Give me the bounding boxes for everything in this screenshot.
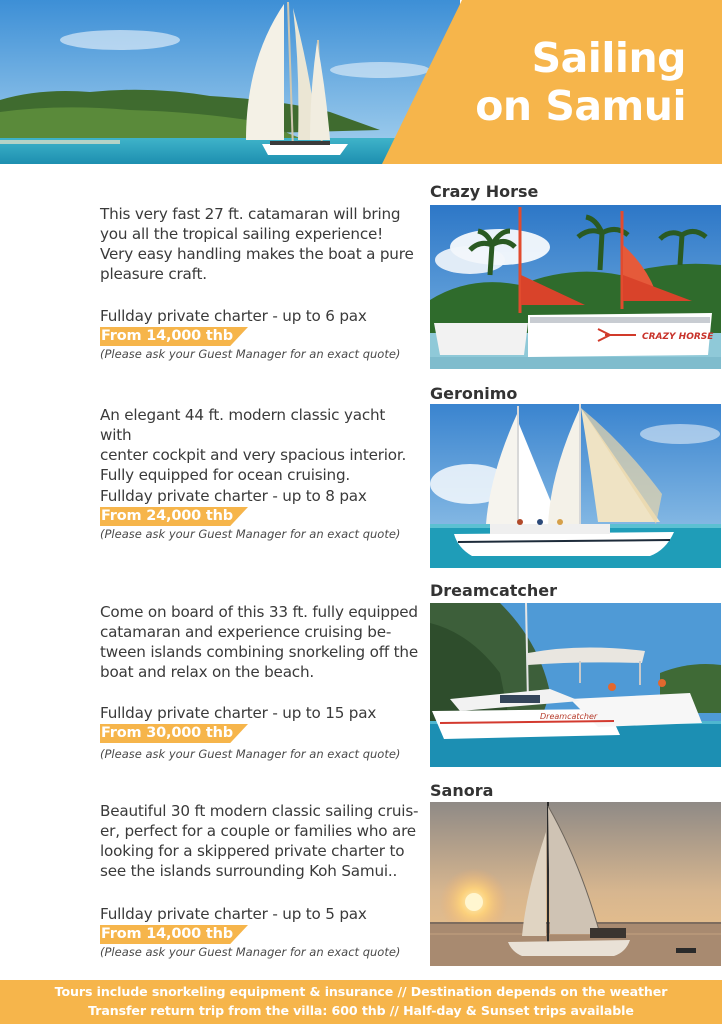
boat-photo-sanora: [430, 802, 721, 966]
footer-banner: [0, 980, 722, 1024]
price-sanora: From 14,000 thb: [101, 926, 233, 942]
page-title-line-1: Sailing: [531, 34, 686, 82]
header-banner: [0, 0, 722, 164]
boat-photo-geronimo: [430, 404, 721, 568]
boat-name-sanora: Sanora: [430, 781, 494, 800]
boat-photo-crazy-horse: [430, 205, 721, 369]
boat-description-crazy-horse: This very fast 27 ft. catamaran will bring you all the tropical sailing experience! Very easy handling makes the boat a pure pleasure craft.: [100, 205, 414, 283]
boat-name-crazy-horse: Crazy Horse: [430, 182, 539, 201]
hull-lettering: CRAZY HORSE: [642, 332, 714, 342]
quote-note: (Please ask your Guest Manager for an exact quote): [100, 347, 401, 361]
charter-info-sanora: Fullday private charter - up to 5 pax: [100, 905, 367, 923]
charter-info-dreamcatcher: Fullday private charter - up to 15 pax: [100, 704, 377, 722]
boat-name-geronimo: Geronimo: [430, 384, 518, 403]
charter-info-crazy-horse: Fullday private charter - up to 6 pax: [100, 307, 367, 325]
quote-note: (Please ask your Guest Manager for an exact quote): [100, 527, 401, 541]
quote-note: (Please ask your Guest Manager for an exact quote): [100, 747, 401, 761]
boat-description-geronimo: An elegant 44 ft. modern classic yacht with center cockpit and very spacious interior. Fully equipped for ocean cruising.: [100, 406, 407, 484]
footer-line-2: Transfer return trip from the villa: 600 thb // Half-day & Sunset trips available: [88, 1003, 634, 1018]
charter-info-geronimo: Fullday private charter - up to 8 pax: [100, 487, 367, 505]
quote-note: (Please ask your Guest Manager for an exact quote): [100, 945, 401, 959]
boat-description-sanora: Beautiful 30 ft modern classic sailing cruis- er, perfect for a couple or families who are looking for a skippered private charter to see the islands surrounding Koh Samui..: [100, 802, 419, 880]
price-dreamcatcher: From 30,000 thb: [101, 725, 233, 741]
boat-name-dreamcatcher: Dreamcatcher: [430, 581, 558, 600]
price-geronimo: From 24,000 thb: [101, 508, 233, 524]
price-crazy-horse: From 14,000 thb: [101, 328, 233, 344]
page-title-line-2: on Samui: [475, 82, 686, 130]
hull-lettering: Dreamcatcher: [540, 712, 598, 721]
boat-photo-dreamcatcher: [430, 603, 721, 767]
boat-description-dreamcatcher: Come on board of this 33 ft. fully equipped catamaran and experience cruising be- tween islands combining snorkeling off the boat and relax on the beach.: [100, 603, 418, 681]
footer-line-1: Tours include snorkeling equipment & insurance // Destination depends on the weather: [54, 984, 668, 999]
